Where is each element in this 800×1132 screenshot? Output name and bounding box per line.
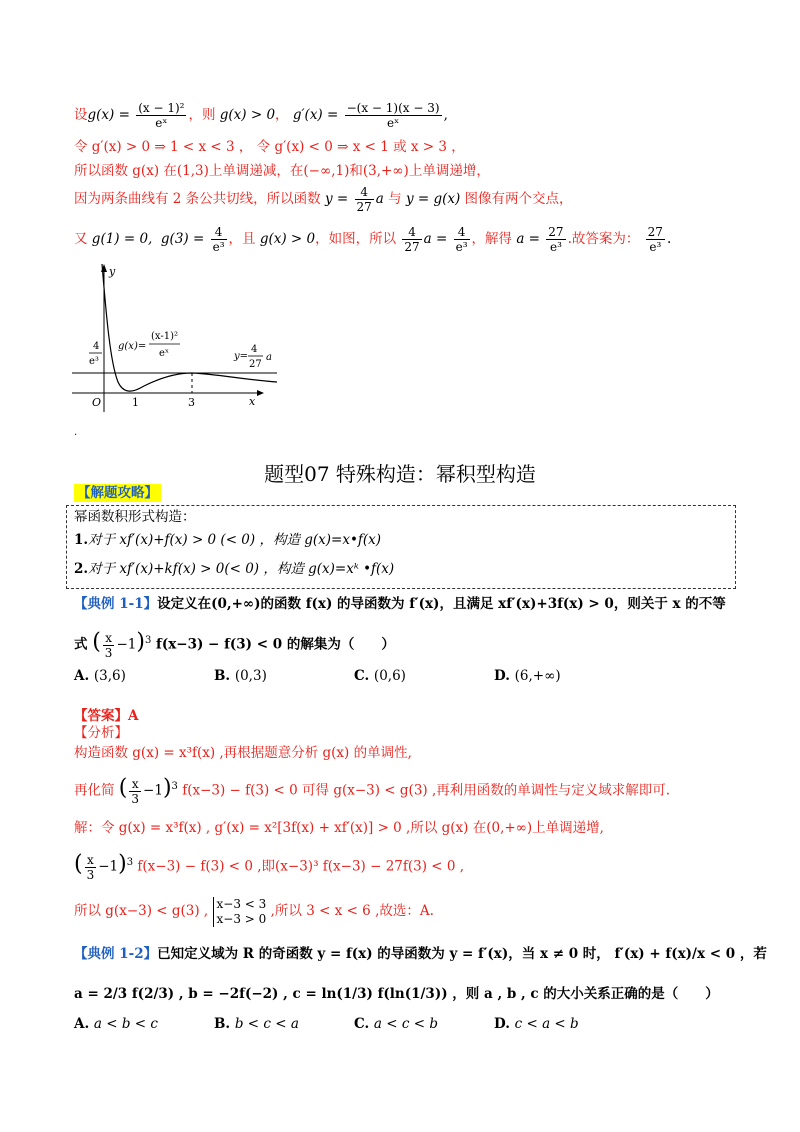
- solution-text: ，如图，所以: [315, 231, 397, 247]
- system-row: x−3 < 3: [216, 896, 267, 911]
- y-frac-num: 4: [93, 341, 100, 352]
- solution-line-2: [74, 137, 465, 157]
- solution-line-1: 设g(x) = $\frac{\text{(x − 1)²}}{\text{eˣ}}$ ，则 g(x) > 0， g′(x) = $\frac{-(x - 1)(x - 3)}{\text{eˣ}}$ ,: [74, 101, 448, 130]
- y-axis-label: y: [109, 265, 116, 278]
- option-c[interactable]: [354, 1014, 438, 1034]
- question-text: 式: [74, 636, 88, 653]
- example-1-2-line-2: [74, 984, 719, 1004]
- example-tag: 【典例 1-2】: [74, 946, 158, 962]
- fraction: $\frac{x}{3}$: [131, 776, 140, 806]
- option-value: (0,6): [373, 668, 406, 684]
- box-item-2: [74, 559, 394, 579]
- analysis-tag: 【分析】: [74, 725, 128, 741]
- x-axis-arrow-icon: [257, 390, 264, 396]
- box-item-number: 1.: [74, 532, 89, 548]
- option-b[interactable]: [214, 1014, 299, 1034]
- solution-line-4: 因为两条曲线有 2 条公共切线，所以函数 y = $\frac{4}{27}$ a 与 y = g(x) 图像有两个交点，: [74, 185, 573, 214]
- analysis-text: 再化简: [74, 782, 115, 799]
- origin-label: O: [92, 396, 102, 409]
- curve-label: g(x)=: [118, 341, 147, 352]
- y-frac-den: e³: [89, 356, 99, 367]
- analysis-line-3: 解：令 g(x) = x³f(x) , g′(x) = x²[3f(x) + xf′(x)] > 0 ,所以 g(x) 在(0,+∞)上单调递增,: [74, 820, 604, 836]
- tick-label-3: 3: [188, 396, 195, 409]
- option-c[interactable]: [354, 666, 406, 686]
- fraction: $\frac{4}{\text{e³}}$: [212, 225, 225, 254]
- option-letter: D.: [494, 668, 510, 684]
- analysis-line-5: [74, 893, 434, 929]
- system-row: x−3 > 0: [216, 911, 267, 926]
- box-item-text: 对于 xf′(x)+f(x) > 0 (< 0) ，构造 g(x)=x•f(x): [88, 532, 382, 548]
- fraction: $\frac{4}{27}$: [356, 185, 372, 214]
- option-d[interactable]: [494, 666, 561, 686]
- solution-line-3: [74, 161, 490, 181]
- curve-label-num: (x-1)²: [151, 331, 179, 342]
- solution-text: 设: [74, 107, 88, 123]
- trailing-dot: .: [74, 427, 78, 437]
- fraction: $\frac{\text{(x − 1)²}}{\text{eˣ}}$: [138, 101, 185, 130]
- fraction: $\frac{27}{\text{e³}}$: [548, 225, 564, 254]
- question-text: f(x−3) − f(3) < 0 的解集为（ ）: [156, 636, 395, 653]
- analysis-text: 所以 g(x−3) < g(3) ,: [74, 903, 209, 919]
- solution-text: 所以函数 g(x) 在(1,3)上单调递减，在(−∞,1)和(3,+∞)上单调递增，: [74, 163, 490, 179]
- solution-text: ，: [275, 107, 289, 123]
- option-letter: A.: [74, 1016, 90, 1032]
- inequality-system: [213, 897, 267, 927]
- option-b[interactable]: [214, 666, 267, 686]
- strategy-tag: 【解题攻略】: [74, 484, 161, 502]
- section-heading: 题型07 特殊构造：幂积型构造: [264, 462, 536, 486]
- fraction: $\frac{x}{3}$: [104, 630, 113, 660]
- example-1-1-line-2: 式 ( $\frac{x}{3}$ −1)$^3$ f(x−3) − f(3) < 0 的解集为（ ）: [74, 629, 395, 660]
- box-item-number: 2.: [74, 561, 89, 577]
- option-value: a < b < c: [93, 1016, 158, 1032]
- option-a[interactable]: [74, 1014, 158, 1034]
- option-letter: B.: [214, 668, 231, 684]
- option-letter: A.: [74, 668, 90, 684]
- fraction: $\frac{27}{\text{e³}}$: [647, 225, 663, 254]
- solution-text: ，则: [188, 107, 216, 123]
- analysis-text: f(x−3) − f(3) < 0 ,即(x−3)³ f(x−3) − 27f(3) < 0 ,: [137, 858, 465, 875]
- analysis-line-2: 再化简 ( $\frac{x}{3}$ −1)$^3$ f(x−3) − f(3) < 0 可得 g(x−3) < g(3) ,再利用函数的单调性与定义域求解即可.: [74, 775, 671, 806]
- fraction: $\frac{4}{27}$: [404, 225, 420, 254]
- option-value: c < a < b: [514, 1016, 579, 1032]
- line-frac-num: 4: [251, 344, 258, 355]
- example-1-1-line-1: [74, 594, 726, 614]
- curve-label-den: eˣ: [159, 348, 170, 359]
- example-1-2-line-1: [74, 944, 767, 964]
- option-value: a < c < b: [373, 1016, 438, 1032]
- line-label-a: a: [266, 352, 272, 363]
- question-text: a = 2/3 f(2/3) , b = −2f(−2) , c = ln(1/3) f(ln(1/3)) ，则 a , b , c 的大小关系正确的是（ ）: [74, 986, 719, 1002]
- option-letter: D.: [494, 1016, 510, 1032]
- fraction: $\frac{-(x - 1)(x - 3)}{\text{eˣ}}$: [346, 101, 440, 130]
- option-letter: C.: [354, 1016, 370, 1032]
- solution-text: 因为两条曲线有 2 条公共切线，所以函数: [74, 191, 321, 207]
- analysis-line-4: ( $\frac{x}{3}$ −1)$^3$ f(x−3) − f(3) < 0 ,即(x−3)³ f(x−3) − 27f(3) < 0 ,: [74, 851, 465, 882]
- function-graph: [72, 262, 302, 437]
- question-text: 设定义在(0,+∞)的函数 f(x) 的导函数为 f′(x)，且满足 xf′(x)+3f(x) > 0，则关于 x 的不等: [157, 596, 726, 612]
- option-value: b < c < a: [234, 1016, 299, 1032]
- fraction: $\frac{4}{\text{e³}}$: [455, 225, 468, 254]
- option-a[interactable]: [74, 666, 126, 686]
- box-item-text: 对于 xf′(x)+kf(x) > 0(< 0) ，构造 g(x)=xᵏ •f(x): [88, 561, 395, 577]
- option-letter: C.: [354, 668, 370, 684]
- option-value: (0,3): [234, 668, 267, 684]
- analysis-text: ,所以 3 < x < 6 ,故选：A.: [270, 903, 434, 919]
- solution-text: 令 g′(x) > 0 ⇒ 1 < x < 3 ， 令 g′(x) < 0 ⇒ x < 1 或 x > 3 ，: [74, 139, 465, 155]
- line-frac-den: 27: [249, 359, 262, 370]
- box-title: 幂函数积形式构造：: [74, 509, 196, 525]
- option-value: (6,+∞): [514, 668, 561, 684]
- solution-text: 又: [74, 231, 88, 247]
- solution-text: 图像有两个交点，: [464, 191, 573, 207]
- x-axis-label: x: [249, 395, 256, 408]
- solution-line-5: 又 g(1) = 0, g(3) = $\frac{4}{\text{e³}}$ ，且 g(x) > 0，如图，所以 $\frac{4}{27}$ a = $\frac{4}{\text{e³}}$ ，解得 a = $\frac{27}{\text{e³}}$ .故答案为： $\frac{27}{\text{e³}}$ .: [74, 225, 672, 254]
- solution-text: ，且: [228, 231, 256, 247]
- analysis-line-1: 构造函数 g(x) = x³f(x) ,再根据题意分析 g(x) 的单调性,: [74, 745, 412, 761]
- curve-g: [102, 264, 277, 391]
- fraction: $\frac{x}{3}$: [86, 852, 95, 882]
- line-label: y=: [234, 351, 249, 362]
- example-tag: 【典例 1-1】: [74, 596, 158, 612]
- answer-tag: 【答案】A: [74, 708, 139, 724]
- analysis-text: f(x−3) − f(3) < 0 可得 g(x−3) < g(3) ,再利用函数的单调性与定义域求解即可.: [182, 782, 671, 799]
- solution-text: .故答案为：: [567, 231, 640, 247]
- option-letter: B.: [214, 1016, 231, 1032]
- solution-text: ，解得: [471, 231, 513, 247]
- question-text: 已知定义域为 R 的奇函数 y = f(x) 的导函数为 y = f′(x)，当 x ≠ 0 时， f′(x) + f(x)/x < 0 ，若: [157, 946, 767, 962]
- box-item-1: [74, 530, 381, 550]
- option-value: (3,6): [93, 668, 126, 684]
- tick-label-1: 1: [132, 396, 139, 409]
- option-d[interactable]: [494, 1014, 579, 1034]
- solution-text: 与: [388, 191, 402, 207]
